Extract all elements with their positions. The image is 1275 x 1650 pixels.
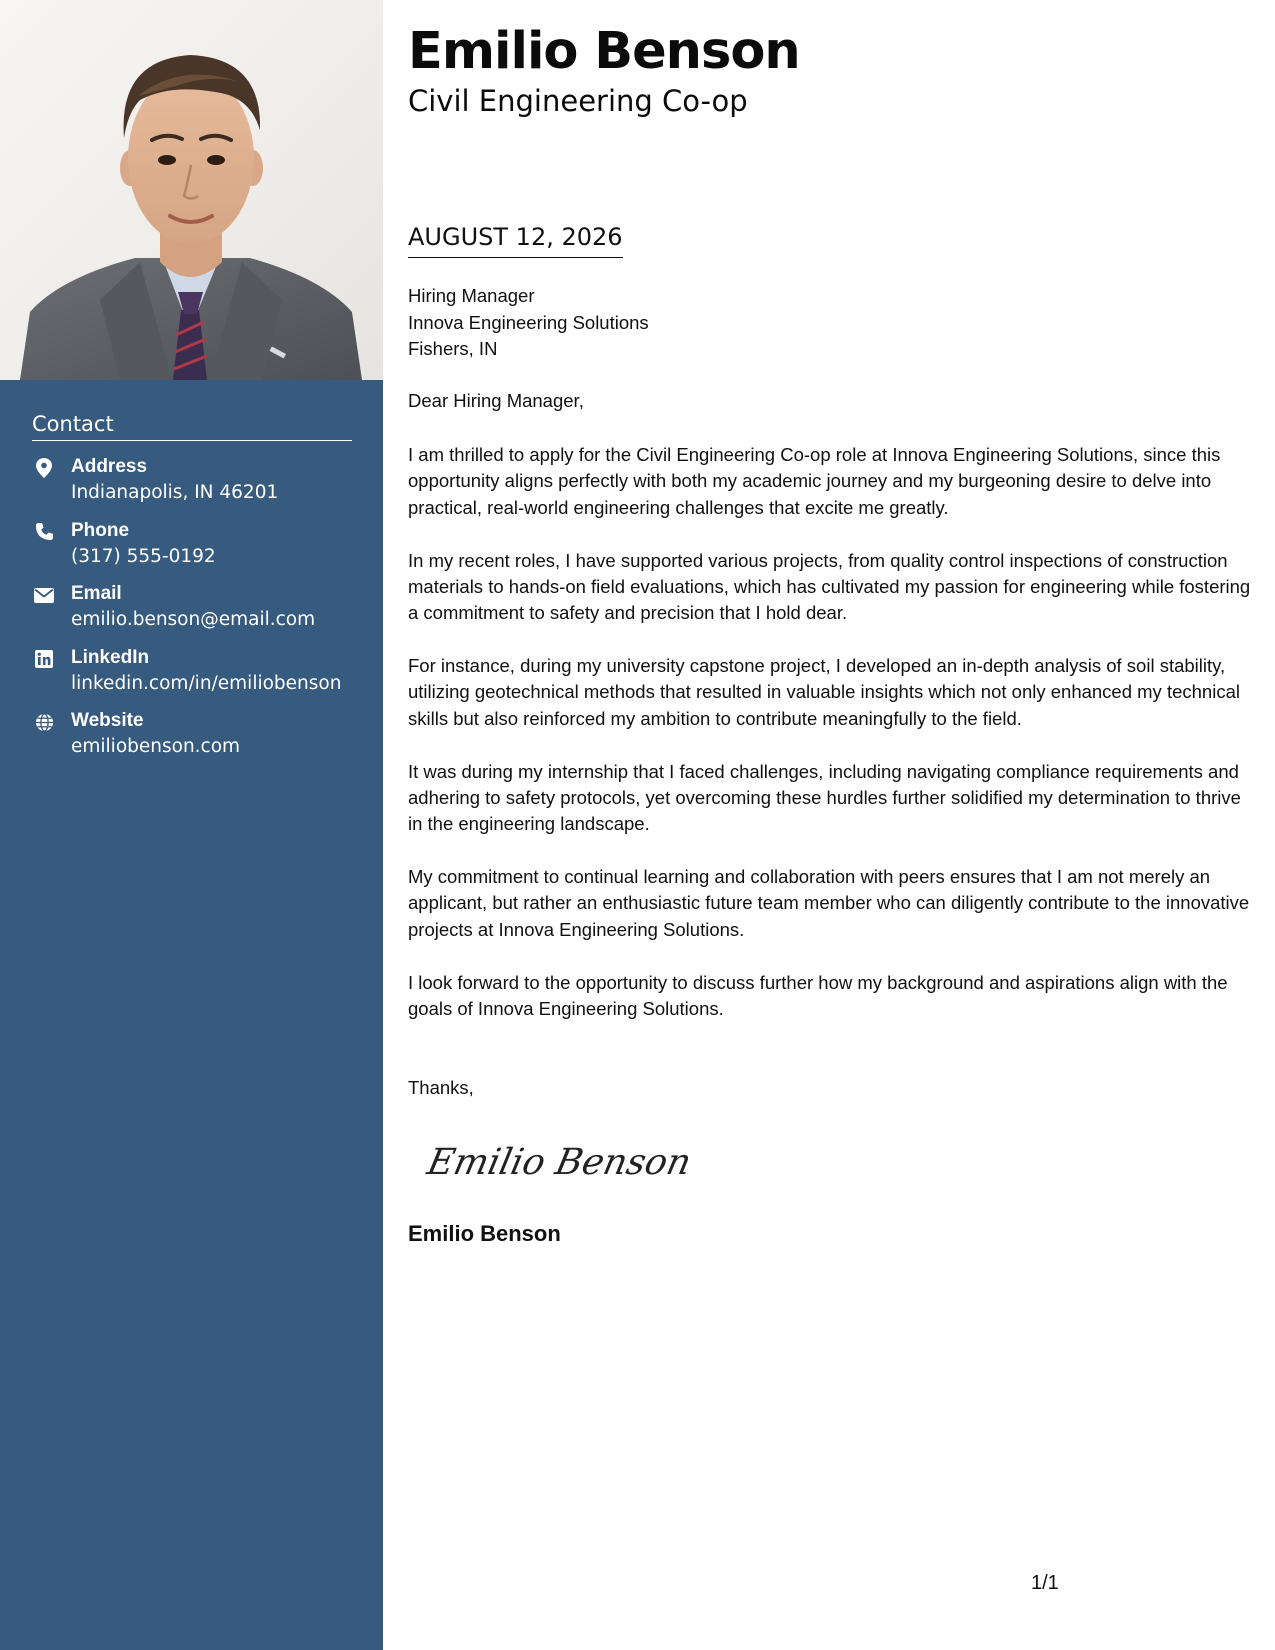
body-paragraph: I am thrilled to apply for the Civil Engineering Co-op role at Innova Engineering Solutions, since this opportunity aligns perfectly with both my academic journey and my burgeoning desire to delve into practical, real-world engineering challenges that excite me greatly. [408, 444, 1221, 518]
sidebar [0, 0, 383, 1650]
map-pin-icon [34, 458, 54, 478]
salutation: Dear Hiring Manager, [408, 390, 584, 411]
contact-label-phone: Phone [71, 519, 130, 541]
handwritten-signature [423, 1130, 696, 1195]
contact-item-website [32, 710, 362, 774]
recipient-line: Fishers, IN [408, 338, 498, 359]
contact-value-email[interactable]: emilio.benson@email.com [71, 609, 316, 630]
profile-photo [0, 0, 383, 380]
profile-photo-illustration [0, 0, 383, 380]
signature-graphic [423, 1130, 696, 1190]
body-paragraph: My commitment to continual learning and collaboration with peers ensures that I am not merely an applicant, but rather an enthusiastic future team member who can diligently contribute to the innovative projects at Innova Engineering Solutions. [408, 866, 1250, 940]
page-number: 1/1 [1031, 1572, 1059, 1594]
contact-item-phone [32, 520, 362, 584]
linkedin-icon [34, 649, 54, 669]
contact-item-address [32, 456, 362, 520]
contact-value-website[interactable]: emiliobenson.com [71, 736, 241, 757]
contact-label-website: Website [71, 710, 144, 731]
recipient-line: Hiring Manager [408, 285, 535, 306]
applicant-role: Civil Engineering Co-op [408, 84, 748, 118]
recipient-line: Innova Engineering Solutions [408, 311, 649, 333]
contact-label-email: Email [71, 583, 122, 604]
contact-item-linkedin [32, 647, 362, 711]
envelope-icon [34, 585, 54, 605]
letter-date: AUGUST 12, 2026 [408, 223, 623, 258]
contact-heading: Contact [32, 412, 352, 441]
contact-value-address: Indianapolis, IN 46201 [71, 482, 279, 503]
body-paragraph: I look forward to the opportunity to discuss further how my background and aspirations align with the goals of Innova Engineering Solutions. [408, 971, 1228, 1019]
contact-label-linkedin: LinkedIn [71, 646, 150, 668]
closing: Thanks, [408, 1077, 474, 1098]
body-paragraph: For instance, during my university capstone project, I developed an in-depth analysis of soil stability, utilizing geotechnical methods that resulted in valuable insights which not only enhanced my technical skills but also reinforced my ambition to contribute meaningfully to the field. [408, 655, 1240, 729]
contact-value-linkedin[interactable]: linkedin.com/in/emiliobenson [71, 672, 342, 694]
body-paragraph: In my recent roles, I have supported various projects, from quality control inspections of construction materials to hands-on field evaluations, which has cultivated my passion for engineering while fostering a commitment to safety and precision that I hold dear. [408, 549, 1251, 624]
contact-item-email [32, 583, 362, 647]
contact-list [32, 456, 362, 774]
signer-name: Emilio Benson [408, 1221, 561, 1246]
phone-icon [34, 522, 54, 542]
contact-label-address: Address [71, 456, 148, 477]
globe-icon [34, 712, 54, 732]
applicant-name: Emilio Benson [408, 22, 800, 81]
letter-body [408, 442, 1253, 1049]
contact-value-phone: (317) 555-0192 [71, 545, 216, 567]
recipient-block [408, 283, 649, 363]
body-paragraph: It was during my internship that I faced challenges, including navigating compliance requirements and adhering to safety protocols, yet overcoming these hurdles further solidified my determination to thrive in the engineering landscape. [408, 760, 1241, 835]
signature-text: Emilio Benson [423, 1140, 696, 1183]
